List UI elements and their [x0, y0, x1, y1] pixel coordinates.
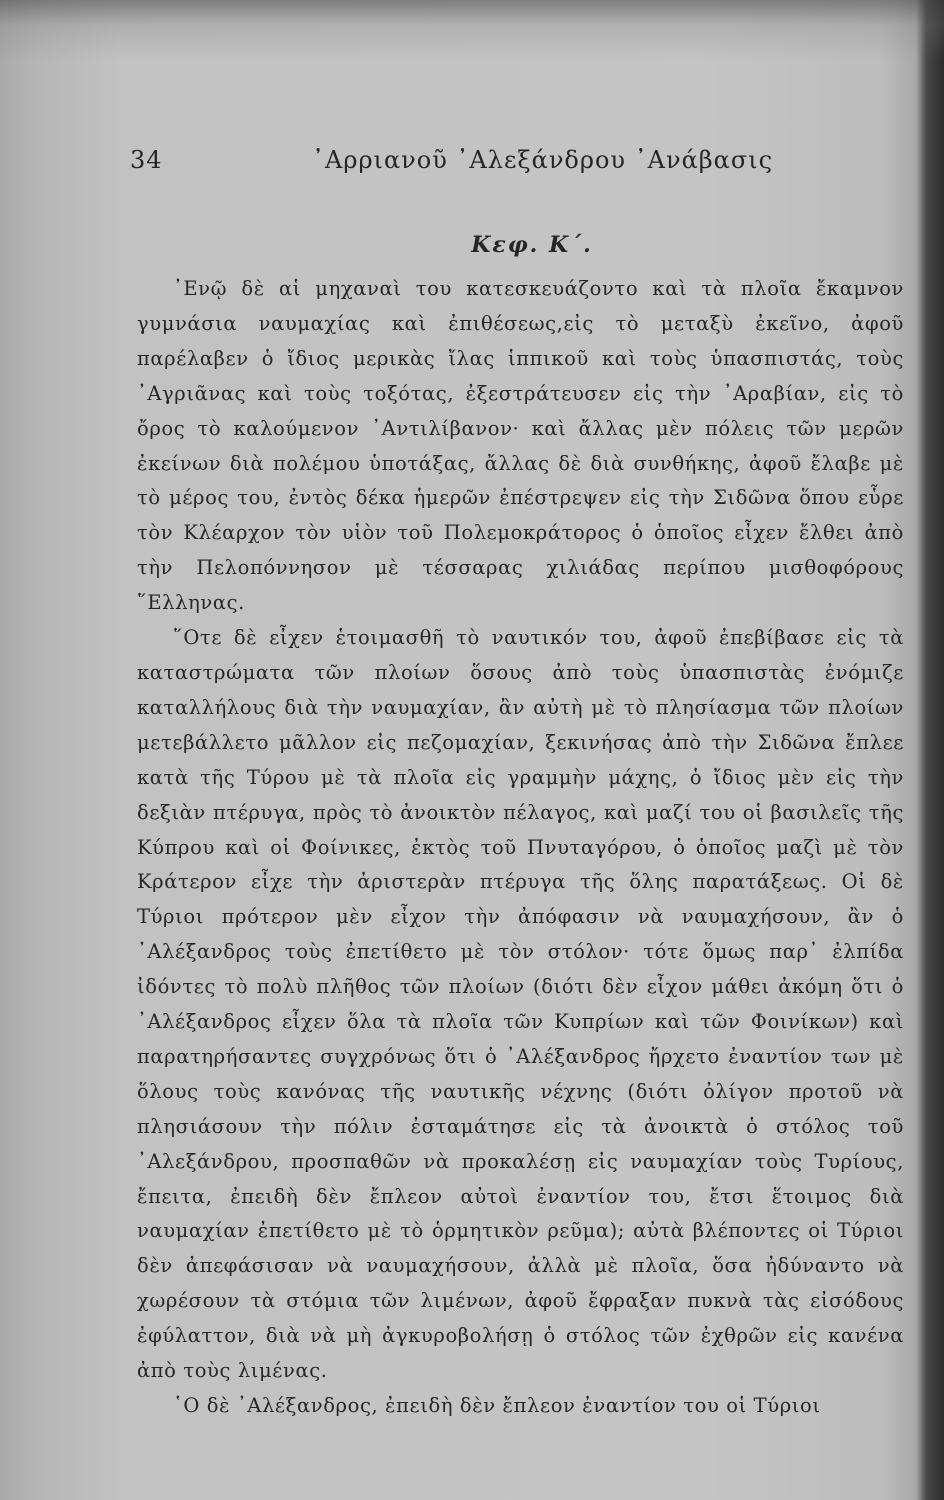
paragraph-3: ῾Ο δὲ ᾿Αλέξανδρος, ἐπειδὴ δὲν ἔπλεον ἐναντίον του οἱ Τύριοι — [173, 1394, 821, 1417]
page-header — [0, 146, 944, 186]
chapter-heading: Κεφ. Κ΄. — [471, 232, 593, 258]
scan-shadow — [0, 0, 944, 60]
running-title: ᾿Αρριανοῦ ᾿Αλεξάνδρου ᾿Ανάβασις — [312, 146, 774, 174]
paragraph-2: ῞Οτε δὲ εἶχεν ἑτοιμασθῆ τὸ ναυτικόν του, ἀφοῦ ἐπεβίβασε εἰς τὰ καταστρώματα τῶν πλοίων ὅσους ἀπὸ τοὺς ὑπασπιστὰς ἐνόμιζε καταλλήλους διὰ τὴν ναυμαχίαν, ἂν αὐτὴ μὲ τὸ πλησίασμα τῶν πλοίων μετεβάλλετο μᾶλλον εἰς πεζομαχίαν, ξεκινήσας ἀπὸ τὴν Σιδῶνα ἔπλεε κατὰ τῆς Τύρου μὲ τὰ πλοῖα εἰς γραμμὴν μάχης, ὁ ἴδιος μὲν εἰς τὴν δεξιὰν πτέρυγα, πρὸς τὸ ἀνοικτὸν πέλαγος, καὶ μαζί του οἱ βασιλεῖς τῆς Κύπρου καὶ οἱ Φοίνικες, ἐκτὸς τοῦ Πνυταγόρου, ὁ ὁποῖος μαζὶ μὲ τὸν Κράτερον εἶχε τὴν ἀριστερὰν πτέρυγα τῆς ὅλης παρατάξεως. Οἱ δὲ Τύριοι πρότερον μὲν εἶχον τὴν ἀπόφασιν νὰ ναυμαχήσουν, ἂν ὁ ᾿Αλέξανδρος τοὺς ἐπετίθετο μὲ τὸν στόλον· τότε ὅμως παρ᾿ ἐλπίδα ἰδόντες τὸ πολὺ πλῆθος τῶν πλοίων (διότι δὲν εἶχον μάθει ἀκόμη ὅτι ὁ ᾿Αλέξανδρος εἶχεν ὅλα τὰ πλοῖα τῶν Κυπρίων καὶ τῶν Φοινίκων) καὶ παρατηρήσαντες συγχρόνως ὅτι ὁ ᾿Αλέξανδρος ἤρχετο ἐναντίον των μὲ ὅλους τοὺς κανόνας τῆς ναυτικῆς νέχνης (διότι ὀλίγον προτοῦ νὰ πλησιάσουν τὴν πόλιν ἐσταμάτησε εἰς τὰ ἀνοικτὰ ὁ στόλος τοῦ ᾿Αλεξάνδρου, προσπαθῶν νὰ προκαλέσῃ εἰς ναυμαχίαν τοὺς Τυρίους, ἔπειτα, ἐπειδὴ δὲν ἔπλεον αὐτοὶ ἐναντίον του, ἔτσι ἕτοιμος διὰ ναυμαχίαν ἐπετίθετο μὲ τὸ ὁρμητικὸν ρεῦμα); αὐτὰ βλέποντες οἱ Τύριοι δὲν ἀπεφάσισαν νὰ ναυμαχήσουν, ἀλλὰ μὲ πλοῖα, ὅσα ἠδύναντο νὰ χωρέσουν τὰ στόμια τῶν λιμένων, ἀφοῦ ἔφραξαν πυκνὰ τὰς εἰσόδους ἐφύλαττον, διὰ νὰ μὴ ἀγκυροβολήσῃ ὁ στόλος τῶν ἐχθρῶν εἰς κανένα ἀπὸ τοὺς λιμένας. — [137, 626, 904, 1383]
body-text — [137, 272, 904, 1424]
page-number: 34 — [130, 146, 163, 174]
paragraph-1: ᾿Ενῷ δὲ αἱ μηχαναὶ του κατεσκευάζοντο καὶ τὰ πλοῖα ἔκαμνον γυμνάσια ναυμαχίας καὶ ἐπιθέσεως,εἰς τὸ μεταξὺ ἐκεῖνο, ἀφοῦ παρέλαβεν ὁ ἴδιος μερικὰς ἴλας ἱππικοῦ καὶ τοὺς ὑπασπιστάς, τοὺς ᾿Αγριᾶνας καὶ τοὺς τοξότας, ἐξεστράτευσεν εἰς τὴν ᾿Αραβίαν, εἰς τὸ ὄρος τὸ καλούμενον ᾿Αντιλίβανον· καὶ ἄλλας μὲν πόλεις τῶν μερῶν ἐκείνων διὰ πολέμου ὑποτάξας, ἄλλας δὲ διὰ συνθήκης, ἀφοῦ ἔλαβε μὲ τὸ μέρος του, ἐντὸς δέκα ἡμερῶν ἐπέστρεψεν εἰς τὴν Σιδῶνα ὅπου εὗρε τὸν Κλέαρχον τὸν υἱὸν τοῦ Πολεμοκράτορος ὁ ὁποῖος εἶχεν ἔλθει ἀπὸ τὴν Πελοπόννησον μὲ τέσσαρας χιλιάδας περίπου μισθοφόρους ῞Ελληνας. — [137, 277, 904, 615]
